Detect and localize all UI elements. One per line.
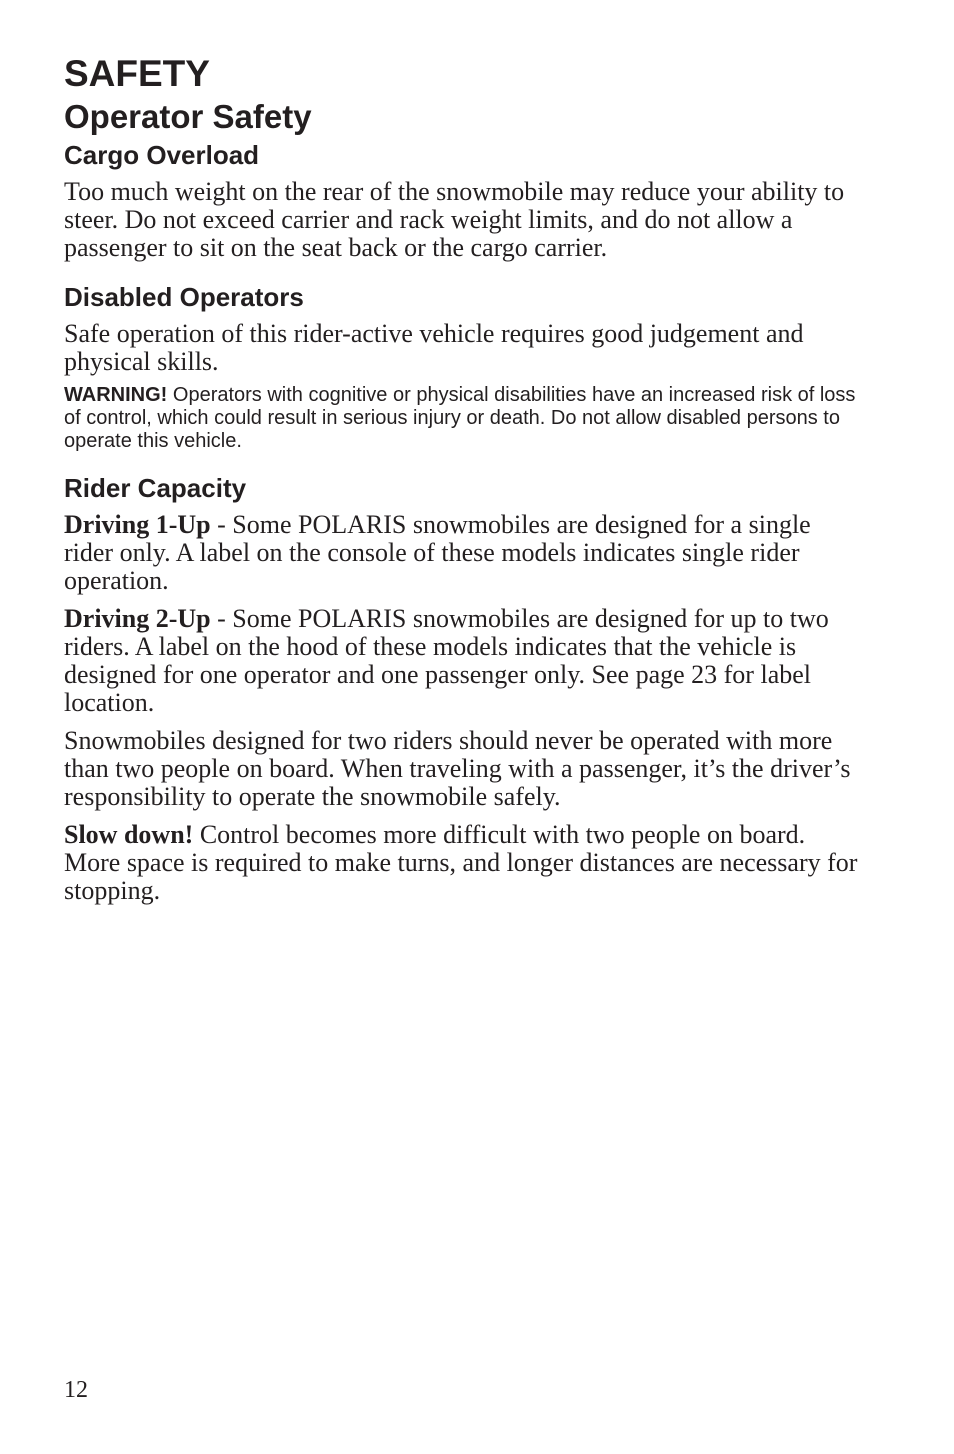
two-riders-paragraph: Snowmobiles designed for two riders should never be operated with more than two people on board. When traveling with a passenger, it’s the driver’s responsibility to operate the snowmobile safely. (64, 726, 851, 811)
page-content (64, 52, 864, 905)
cargo-overload-section (64, 138, 864, 262)
slow-down-paragraph (64, 821, 864, 905)
chapter-title: SAFETY (64, 53, 210, 94)
disabled-operators-section (64, 280, 864, 453)
rider-capacity-section (64, 471, 864, 905)
rider-capacity-heading: Rider Capacity (64, 473, 247, 503)
driving-1up-text: - Some POLARIS snowmobiles are designed for a single rider only. A label on the console of these models indicates single rider operation. (64, 510, 811, 595)
slow-down-label: Slow down! (64, 820, 194, 849)
driving-2up-paragraph (64, 605, 864, 717)
driving-2up-text: - Some POLARIS snowmobiles are designed for up to two riders. A label on the hood of these models indicates that the vehicle is designed for one operator and one passenger only. See page 23 for label location. (64, 604, 829, 717)
warning-paragraph (64, 384, 864, 453)
cargo-overload-heading: Cargo Overload (64, 140, 260, 170)
driving-1up-label: Driving 1-Up (64, 510, 211, 539)
disabled-operators-heading: Disabled Operators (64, 282, 304, 312)
page-number: 12 (64, 1377, 88, 1403)
cargo-overload-text: Too much weight on the rear of the snowmobile may reduce your ability to steer. Do not exceed carrier and rack weight limits, and do not allow a passenger to sit on the seat back or the cargo carrier. (64, 177, 845, 262)
warning-label: WARNING! (64, 384, 168, 406)
section-title: Operator Safety (64, 98, 312, 135)
slow-down-text: Control becomes more difficult with two people on board. More space is required to make turns, and longer distances are necessary for stopping. (64, 820, 858, 905)
disabled-operators-text: Safe operation of this rider-active vehicle requires good judgement and physical skills. (64, 319, 804, 376)
driving-1up-paragraph (64, 511, 864, 595)
driving-2up-label: Driving 2-Up (64, 604, 211, 633)
warning-text: Operators with cognitive or physical disabilities have an increased risk of loss of control, which could result in serious injury or death. Do not allow disabled persons to operate this vehicle. (64, 384, 856, 452)
